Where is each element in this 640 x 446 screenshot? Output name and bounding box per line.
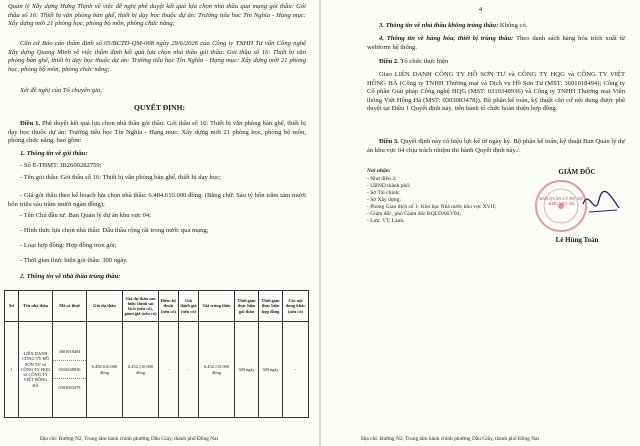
cell-time-package: 300 ngày xyxy=(235,322,259,418)
col-header-adjusted-price: Giá dự thầu sau hiệu chỉnh sai lệch (nếu có), giảm giá (nếu có) xyxy=(123,291,159,322)
col-header-bid-price: Giá dự thầu xyxy=(87,291,123,322)
page-footer-address: Địa chỉ: Đường N2, Trung tâm hành chính phường Dầu Giây, thành phố Đồng Nai xyxy=(40,435,218,442)
preamble-paragraph-2: Căn cứ Báo cáo thẩm định số 05/BCTĐ-QM-068 ngày 29/6/2026 của Công ty TNHH Tư vấn Công nghệ Xây dựng Quang Minh về việc thẩm định kết quả lựa chọn nhà thầu gói thầu: Gói thầu số 16: Thiết bị văn phòng bàn ghế, thiết bị dạy học thuộc dự án: Trường tiểu học Tín Nghĩa - Hạng mục: Xây dựng mới 21 phòng học, phòng bộ môn, phòng chức năng; xyxy=(8,40,306,73)
article-2-text: Tổ chức thực hiện xyxy=(398,58,449,65)
cell-bid-price: 6.484.610.000 đồng xyxy=(87,322,123,418)
item-3 xyxy=(367,22,625,31)
table-header-row xyxy=(5,291,309,322)
cell-tech-score: - xyxy=(159,322,179,418)
cell-stt: 1 xyxy=(5,322,19,418)
section-2-title: 2. Thông tin về nhà thầu trúng thầu: xyxy=(20,273,121,280)
cell-tax-codes xyxy=(53,322,87,418)
article-3 xyxy=(367,138,625,155)
stamp-text: BAN QUẢN LÝ DỰ ÁN KHU VỰC 04 xyxy=(539,196,583,206)
col-header-other: Các nội dung khác (nếu có) xyxy=(283,291,309,322)
col-header-time-contract: Thời gian thực hiện hợp đồng xyxy=(259,291,283,322)
article-2-label: Điều 2. xyxy=(379,58,399,65)
official-stamp-and-signature xyxy=(527,178,627,234)
item-3-label: 3. Thông tin về nhà thầu không trúng thầu: xyxy=(379,22,499,29)
recipient-6: - Giám đốc, phó Giám đốc BQLDAKV04; xyxy=(367,211,461,217)
page-footer-address: Địa chỉ: Đường N2, Trung tâm hành chính phường Dầu Giây, thành phố Đồng Nai xyxy=(361,435,539,442)
col-header-eval-price: Giá đánh giá (nếu có) xyxy=(179,291,199,322)
col-header-time-package: Thời gian thực hiện gói thầu xyxy=(235,291,259,322)
recipient-5: - Phòng Giao dịch số 1- Kho bạc Nhà nước khu vực XVII; xyxy=(367,204,496,210)
article-3-text: Quyết định này có hiệu lực kể từ ngày ký. Bộ phận kế toán, kỹ thuật Ban Quản lý dự án khu vực 04 chịu trách nhiệm thi hành Quyết định này./. xyxy=(367,138,626,154)
item-4 xyxy=(367,35,625,52)
article-3-label: Điều 3. xyxy=(379,138,399,145)
col-header-award-price: Giá trúng thầu xyxy=(199,291,235,322)
tax-code-3: 0303083478 xyxy=(58,385,81,391)
col-header-contractor: Tên nhà thầu xyxy=(19,291,53,322)
document-page-left xyxy=(0,0,319,446)
document-page-right xyxy=(321,0,640,446)
tax-code-2: 0310348936 xyxy=(53,361,86,379)
signer-name: Lê Hùng Toàn xyxy=(555,236,599,244)
item-4-text: Theo danh sách hàng hóa trích xuất từ webform hệ thống. xyxy=(367,35,625,51)
page-number: 4 xyxy=(478,6,483,13)
recipient-3: - Sở Tài chính; xyxy=(367,190,400,196)
article-1-text: Phê duyệt kết quả lựa chọn nhà thầu gói thầu: Gói thầu số 16: Thiết bị văn phòng bàn ghế, thiết bị dạy học thuộc dự án: Trường tiểu học Tín Nghĩa - Hạng mục: Xây dựng mới 21 phòng học, phòng bộ môn, phòng chức năng, bao gồm: xyxy=(8,120,307,145)
info-investor: - Tên Chủ đầu tư: Ban Quản lý dự án khu vực 04; xyxy=(20,212,152,219)
recipient-7: - Lưu: VT, Lành. xyxy=(367,218,405,224)
table-row xyxy=(5,322,309,418)
cell-adjusted-price: 6.452.110.000 đồng xyxy=(123,322,159,418)
recipient-4: - Sở Xây dựng; xyxy=(367,197,401,203)
tax-code-1: 3601018494 xyxy=(53,343,86,361)
info-duration: - Thời gian thực hiện gói thầu: 300 ngày. xyxy=(20,257,128,264)
cell-time-contract: 300 ngày xyxy=(259,322,283,418)
col-header-tax-code: Mã số thuế xyxy=(53,291,87,322)
signer-title: GIÁM ĐỐC xyxy=(558,168,596,176)
winning-bidder-table xyxy=(4,290,309,418)
article-1 xyxy=(8,120,306,146)
article-1-label: Điều 1. xyxy=(20,120,41,127)
info-etbmt: - Số E-TBMT: IB2600282759; xyxy=(20,162,102,169)
col-header-tech-score: Điểm kỹ thuật (nếu có) xyxy=(159,291,179,322)
recipient-2: - UBND thành phố; xyxy=(367,183,411,189)
cell-award-price: 6.452.110.000 đồng xyxy=(199,322,235,418)
article-2 xyxy=(367,58,625,67)
col-header-stt: Stt xyxy=(5,291,19,322)
section-1-title: 1. Thông tin về gói thầu: xyxy=(20,150,88,157)
cell-contractor: LIÊN DANH CÔNG TY HỒ SƠN TƯ và CÔNG TY HQG và CÔNG TY VIỆT HỒNG HÀ xyxy=(19,322,53,418)
preamble-paragraph-1: Quản lý Xây dựng Hưng Thịnh về việc đề nghị phê duyệt kết quả lựa chọn nhà thầu qua mạng gói thầu: Gói thầu số 16: Thiết bị văn phòng bàn ghế, thiết bị dạy học thuộc dự án: Trường tiểu học Tín Nghĩa - Hạng mục: Xây dựng mới 21 phòng học, phòng bộ môn, phòng chức năng; xyxy=(8,3,306,28)
info-selection-form: - Hình thức lựa chọn nhà thầu: Đấu thầu rộng rãi trong nước qua mạng; xyxy=(20,227,209,234)
recipients-title: Nơi nhận: xyxy=(367,168,391,174)
cell-other: - xyxy=(283,322,309,418)
info-contract-type: - Loại hợp đồng: Hợp đồng trọn gói; xyxy=(20,242,117,249)
info-package-price: - Giá gói thầu theo kế hoạch lựa chọn nhà thầu: 6.484.610.000 đồng. (Bằng chữ: Sáu tỷ bốn trăm tám mươi bốn triệu sáu trăm mười ngàn đồng); xyxy=(8,192,306,208)
recipient-1: - Như điều 3; xyxy=(367,176,397,182)
cell-eval-price: - xyxy=(179,322,199,418)
item-4-label: 4. Thông tin về hàng hóa, thiết bị trúng thầu: xyxy=(379,35,514,42)
info-package-name: - Tên gói thầu: Gói thầu số 16: Thiết bị văn phòng bàn ghế, thiết bị dạy học; xyxy=(20,174,221,181)
article-2-paragraph: Giao LIÊN DANH CÔNG TY HỒ SƠN TƯ và CÔNG TY HQG và CÔNG TY VIỆT HỒNG HÀ (Công ty TNHH Thương mại và Dịch vụ Hồ Sơn Tư (MST: 3601018494); Công ty Cổ phần Giải pháp Công nghệ HQG (MST: 0310348936) và Công ty TNHH Thương mại Viễn thông Việt Hồng Hà (MST: 0303083478)). Bộ phận kế toán, kỹ thuật căn cứ nội dung được phê duyệt tại Điều 1 Quyết định này, tiến hành tổ chức hoàn thiện hợp đồng. xyxy=(367,71,625,113)
preamble-paragraph-3: Xét đề nghị của Tổ chuyên gia, xyxy=(20,87,102,94)
item-3-text: Không có. xyxy=(498,22,528,29)
decision-title: QUYẾT ĐỊNH: xyxy=(133,103,186,112)
